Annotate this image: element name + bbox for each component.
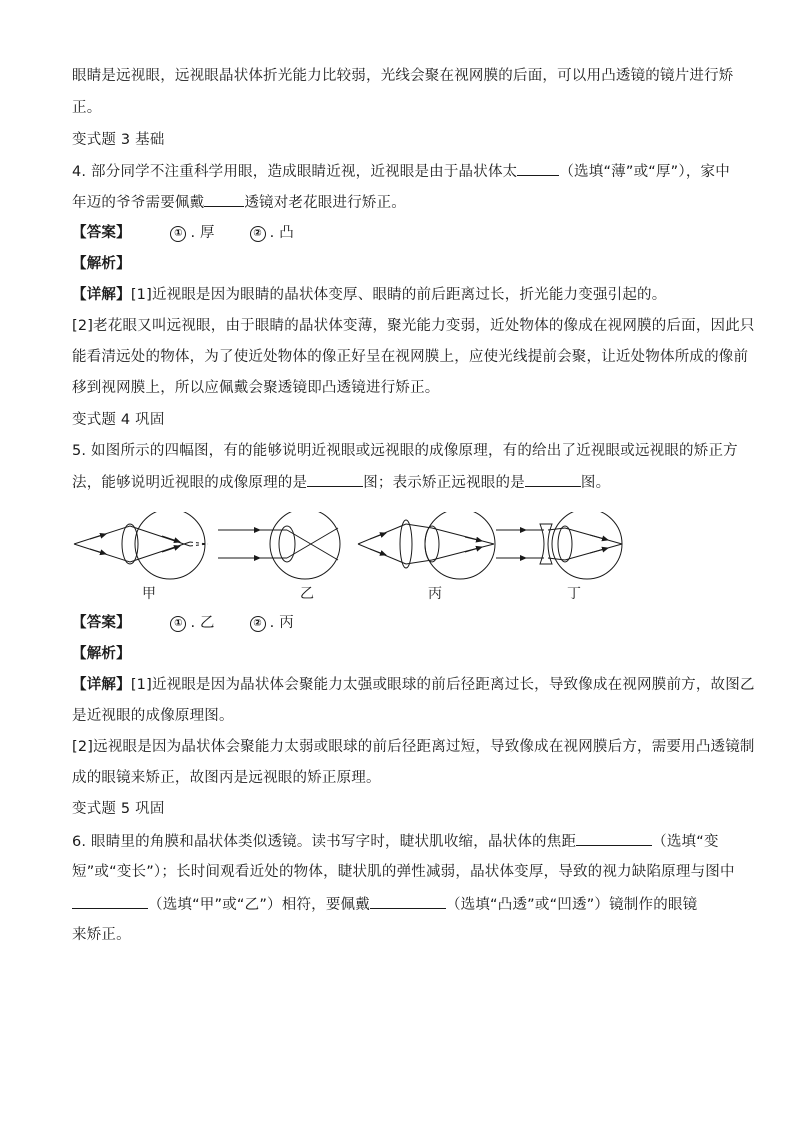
analysis-label [72, 254, 722, 274]
figure-label-bing: 丙 [428, 586, 442, 602]
question-6-line-3 [72, 894, 722, 915]
detail-text: [1]近视眼是因为眼睛的晶状体变厚、眼睛的前后距离过长，折光能力变强引起的。 [130, 287, 667, 303]
answer-value: . 丙 [269, 615, 294, 631]
answer-value: . 厚 [190, 225, 215, 241]
text-line: 短”或“变长”）；长时间观看近处的物体，睫状肌的弹性减弱，晶状体变厚，导致的视力缺陷原理与图中 [72, 864, 735, 880]
text-line: 来矫正。 [72, 927, 131, 943]
answer-value: . 凸 [269, 225, 294, 241]
question-5-line-2 [72, 472, 722, 493]
answer-blank [72, 894, 148, 909]
answer-blank [204, 192, 244, 207]
answer-item [170, 225, 214, 241]
detail-line [72, 285, 722, 305]
text-line: 能看清远处的物体，为了使近处物体的像正好呈在视网膜上，应使光线提前会聚，让近处物体所成的像前 [72, 349, 749, 365]
q5-text: 图；表示矫正远视眼的是 [363, 475, 525, 491]
analysis-label-text: 【解析】 [72, 646, 131, 662]
answer-blank [307, 472, 363, 487]
analysis-label-text: 【解析】 [72, 256, 131, 272]
diagram-yi [218, 512, 340, 579]
answer-row-4 [72, 223, 722, 243]
text-line: 正。 [72, 100, 102, 116]
variant-heading: 变式题 5 巩固 [72, 801, 165, 817]
detail-label: 【详解】 [72, 287, 131, 303]
answer-item [250, 225, 294, 241]
circled-number: ① [170, 226, 186, 242]
q6-text: 6. 眼睛里的角膜和晶状体类似透镜。读书写字时，睫状肌收缩，晶状体的焦距 [72, 834, 577, 850]
text-line: 移到视网膜上，所以应佩戴会聚透镜即凸透镜进行矫正。 [72, 380, 440, 396]
diagram-bing [358, 512, 495, 579]
q6-text: （选填“甲”或“乙”）相符，要佩戴 [148, 897, 370, 913]
text-line: [2]老花眼又叫远视眼，由于眼睛的晶状体变薄，聚光能力变弱，近处物体的像成在视网膜的后面，因此只 [72, 318, 755, 334]
detail-line [72, 675, 755, 695]
circled-number: ② [250, 226, 266, 242]
diagram-jia [74, 512, 208, 579]
question-6-line-1 [72, 831, 722, 852]
question-4-line-1 [72, 161, 730, 182]
text-line: 5. 如图所示的四幅图，有的能够说明近视眼或远视眼的成像原理，有的给出了近视眼或远视眼的矫正方 [72, 443, 738, 459]
answer-blank [576, 831, 652, 846]
text-line: [2]远视眼是因为晶状体会聚能力太弱或眼球的前后径距离过短，导致像成在视网膜后方，需要用凸透镜制 [72, 739, 755, 755]
circled-number: ② [250, 616, 266, 632]
q4-text: 年迈的爷爷需要佩戴 [72, 195, 205, 211]
answer-label: 【答案】 [72, 615, 131, 631]
q5-text: 图。 [580, 475, 611, 491]
figure-label-jia: 甲 [142, 586, 156, 602]
answer-item [170, 615, 214, 631]
variant-heading: 变式题 4 巩固 [72, 412, 165, 428]
answer-blank [370, 894, 446, 909]
q4-text: 4. 部分同学不注重科学用眼，造成眼睛近视，近视眼是由于晶状体太 [72, 164, 518, 180]
answer-label: 【答案】 [72, 225, 131, 241]
diagram-ding [496, 512, 622, 579]
variant-heading: 变式题 3 基础 [72, 132, 165, 148]
q4-text: （选填“薄”或“厚”），家中 [559, 164, 730, 180]
q5-text: 法，能够说明近视眼的成像原理的是 [72, 475, 308, 491]
answer-blank [517, 161, 559, 176]
answer-row-5 [72, 613, 722, 633]
answer-value: . 乙 [190, 615, 215, 631]
figure-label-yi: 乙 [300, 586, 314, 602]
answer-blank [525, 472, 581, 487]
analysis-label [72, 644, 722, 664]
text-line: 眼睛是远视眼，远视眼晶状体折光能力比较弱，光线会聚在视网膜的后面，可以用凸透镜的镜片进行矫 [72, 68, 734, 84]
q6-text: （选填“变 [652, 834, 719, 850]
question-4-line-2 [72, 192, 722, 213]
detail-text: [1]近视眼是因为晶状体会聚能力太强或眼球的前后径距离过长，导致像成在视网膜前方，故图乙 [130, 677, 755, 693]
figure-label-ding: 丁 [567, 586, 581, 602]
text-line: 是近视眼的成像原理图。 [72, 708, 234, 724]
circled-number: ① [170, 616, 186, 632]
detail-label: 【详解】 [72, 677, 131, 693]
q4-text: 透镜对老花眼进行矫正。 [244, 195, 407, 211]
text-line: 成的眼镜来矫正，故图丙是远视眼的矫正原理。 [72, 770, 381, 786]
q6-text: （选填“凸透”或“凹透”）镜制作的眼镜 [445, 897, 698, 913]
answer-item [250, 615, 294, 631]
